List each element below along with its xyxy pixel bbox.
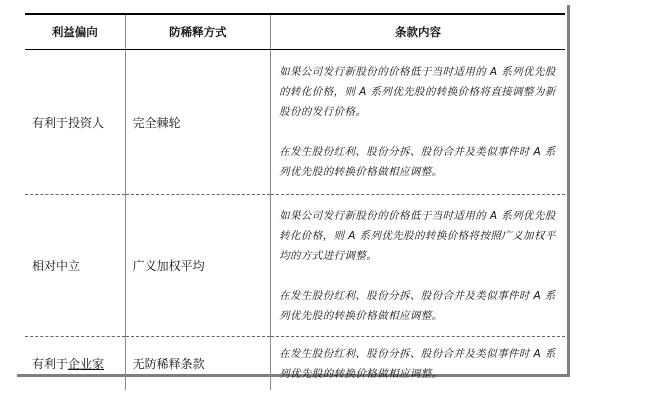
bias-cell: 有利于投资人 [25, 50, 125, 195]
header-method: 防稀释方式 [125, 14, 270, 50]
header-clause: 条款内容 [271, 14, 565, 50]
clause-text: 在发生股份红利、股份分拆、股份合并及类似事件时 A 系列优先股的转换价格做相应调整。 [279, 289, 556, 322]
bias-prefix: 有利于 [32, 357, 69, 371]
table-row [25, 337, 565, 391]
anti-dilution-table [25, 13, 565, 390]
clause-text: 在发生股份红利、股份分拆、股份合并及类似事件时 A 系列优先股的转换价格做相应调整。 [279, 146, 556, 178]
bias-cell: 相对中立 [25, 195, 125, 337]
header-bias: 利益偏向 [25, 14, 125, 50]
clause-text: 如果公司发行新股份的价格低于当时适用的 A 系列优先股转化价格，则 A 系列优先股的转换价格将按照广义加权平均的方式进行调整。 [279, 209, 556, 262]
clause-text: 如果公司发行新股份的价格低于当时适用的 A 系列优先股的转化价格，则 A 系列优先股的转换价格将直接调整为新股份的发行价格。 [279, 66, 556, 118]
clause-cell [271, 337, 565, 391]
method-cell: 完全棘轮 [125, 50, 270, 195]
table-row [25, 195, 565, 337]
table-row [25, 50, 565, 195]
method-cell: 无防稀释条款 [125, 337, 270, 391]
method-cell: 广义加权平均 [125, 195, 270, 337]
bias-cell [25, 337, 125, 391]
bias-underlined: 企业家 [68, 357, 105, 371]
table-header-row [25, 14, 565, 50]
clause-cell [271, 195, 565, 337]
clause-text: 在发生股份红利、股份分拆、股份合并及类似事件时 A 系列优先股的转换价格做相应调整。 [279, 347, 556, 380]
clause-cell [271, 50, 565, 195]
